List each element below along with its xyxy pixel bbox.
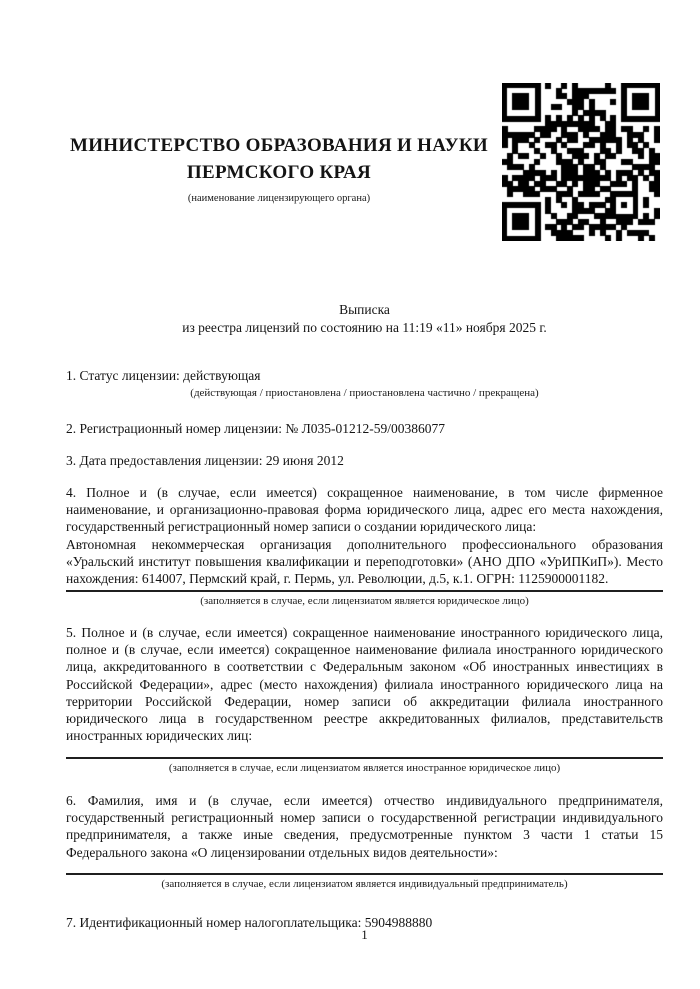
page-number: 1: [361, 927, 368, 942]
section-individual-entrepreneur: [66, 792, 663, 891]
foreign-entity-text: 5. Полное и (в случае, если имеется) сокращенное наименование иностранного юридического лица, полное и (в случае, если имеется) сокращенное наименование филиала иностранного юридического лица, аккредитованного в соответствии с Федеральным законом «Об иностранных инвестициях в Российской Федерации», адрес (место нахождения) филиала иностранного юридического лица на территории Российской Федерации, номер записи об аккредитации филиала иностранного юридического лица в государственном реестре аккредитованных филиалов, представительств иностранных юридических лиц:: [66, 624, 663, 744]
grant-date-text: 3. Дата предоставления лицензии: 29 июня 2012: [66, 452, 344, 468]
individual-entrepreneur-caption: (заполняется в случае, если лицензиатом является индивидуальный предприниматель): [161, 877, 568, 890]
document-title-line2: из реестра лицензий по состоянию на 11:19 «11» ноября 2025 г.: [182, 319, 547, 335]
licensing-authority-header: [66, 132, 492, 205]
legal-entity-caption: (заполняется в случае, если лицензиатом является юридическое лицо): [200, 594, 529, 607]
registration-number-text: 2. Регистрационный номер лицензии: № Л035-01212-59/00386077: [66, 421, 446, 437]
ministry-name-line1: МИНИСТЕРСТВО ОБРАЗОВАНИЯ И НАУКИ: [69, 135, 489, 156]
taxpayer-number-text: 7. Идентификационный номер налогоплательщика: 5904988880: [66, 914, 433, 930]
individual-entrepreneur-text: 6. Фамилия, имя и (в случае, если имеется) отчество индивидуального предпринимателя, государственный регистрационный номер записи о государственной регистрации индивидуального предпринимателя, а также иные сведения, предусмотренные пунктом 3 части 1 статьи 15 Федерального закона «О лицензировании отдельных видов деятельности»:: [66, 792, 663, 860]
section-license-status: [66, 367, 663, 400]
section-grant-date: [66, 452, 663, 469]
legal-entity-value: Автономная некоммерческая организация дополнительного профессионального образования «Уральский институт повышения квалификации и переподготовки» (АНО ДПО «УрИПКиП»). Место нахождения: 614007, Пермский край, г. Пермь, ул. Революции, д.5, к.1. ОГРН: 1125900001182.: [66, 536, 663, 587]
section-legal-entity: [66, 484, 663, 608]
license-status-caption: (действующая / приостановлена / приостановлена частично / прекращена): [190, 387, 539, 400]
legal-entity-rule: [66, 590, 663, 592]
foreign-entity-caption: (заполняется в случае, если лицензиатом является иностранное юридическое лицо): [168, 761, 561, 774]
section-registration-number: [66, 420, 663, 437]
section-foreign-entity: [66, 624, 663, 775]
foreign-entity-rule: [66, 757, 663, 759]
ministry-caption: (наименование лицензирующего органа): [187, 193, 371, 204]
ministry-name-line2: ПЕРМСКОГО КРАЯ: [186, 162, 372, 183]
legal-entity-intro: 4. Полное и (в случае, если имеется) сокращенное наименование, в том числе фирменное наименование, и организационно-правовая форма юридического лица, адрес его места нахождения, государственный регистрационный номер записи о создании юридического лица:: [66, 484, 663, 535]
document-title-line1: Выписка: [339, 302, 390, 317]
individual-entrepreneur-rule: [66, 873, 663, 875]
qr-code: [502, 83, 660, 241]
license-status-text: 1. Статус лицензии: действующая: [66, 368, 261, 383]
